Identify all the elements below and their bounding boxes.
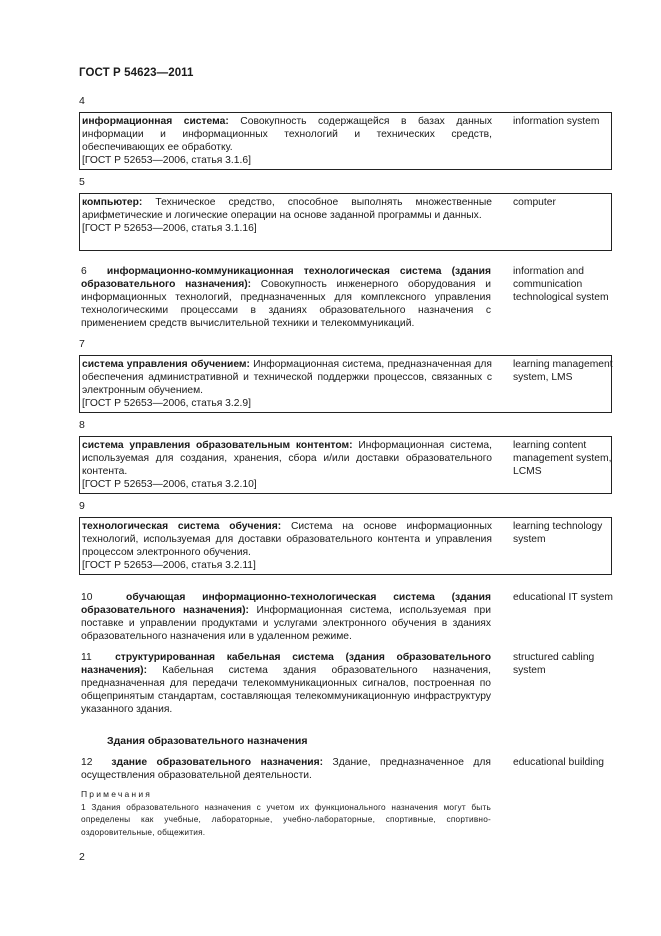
source-reference: [ГОСТ Р 52653—2006, статья 3.2.10] [82, 479, 257, 491]
english-term: educational building [513, 757, 605, 768]
definition-text: Информационная система, предназначенная для обеспечения административной и технической поддержки процессов, связанных с электронным обучением. [82, 359, 493, 397]
definition-text: Совокупность инженерного оборудования и информационных технологий, предназначенных для комплексного управления технологическими процессами в зданиях образовательного назначения с применением средств вычислительной техники и телекоммуникаций. [81, 279, 491, 330]
definition-text: Здание, предназначенное для осуществления образовательной деятельности. [81, 757, 491, 782]
entry-number: 9 [79, 500, 85, 512]
source-reference: [ГОСТ Р 52653—2006, статья 3.1.6] [82, 155, 251, 167]
source-reference: [ГОСТ Р 52653—2006, статья 3.2.9] [82, 398, 251, 410]
source-reference: [ГОСТ Р 52653—2006, статья 3.1.16] [82, 223, 257, 235]
definition-text: Система на основе информационных технологий, используемая для доставки образовательного контента и управления процессом электронного обучения. [82, 521, 492, 559]
term-definition [81, 651, 491, 716]
term-definition [81, 591, 491, 643]
definition-text: Совокупность содержащейся в базах данных информации и информационных технологий и технических средств, обеспечивающих ее обработку. [82, 116, 492, 154]
notes-heading: Примечания [81, 789, 153, 799]
entry-number: 8 [79, 419, 85, 431]
definition-text: Техническое средство, способное выполнять множественные арифметические и логические операции на основе заданной программы и данных. [82, 197, 492, 222]
term-box [79, 436, 612, 494]
entry-number: 5 [79, 176, 85, 188]
note-text: 1 Здания образовательного назначения с учетом их функционального назначения могут быть определены как учебные, лабораторные, учебно-лабораторные, спортивные, спортивно-оздоровительные, общежития. [81, 802, 491, 837]
term-definition [82, 358, 492, 410]
definition-text: Информационная система, используемая при поставке и управлении продуктами и услугами электронного обучения в зданиях образовательного назначения или в удаленном режиме. [81, 605, 491, 643]
english-term: information system [513, 116, 600, 127]
english-term: learning technology system [513, 521, 603, 546]
term-definition [81, 756, 491, 782]
term-name: структурированная кабельная система (здания образовательного назначения): [81, 652, 491, 677]
english-term: information and communication technological system [513, 266, 609, 304]
entry-number: 7 [79, 338, 85, 350]
entry-number: 11 [81, 652, 92, 663]
term-box [79, 517, 612, 575]
english-term: structured cabling system [513, 652, 595, 677]
term-definition [82, 439, 492, 491]
source-reference: [ГОСТ Р 52653—2006, статья 3.2.11] [82, 560, 256, 572]
term-definition [82, 520, 492, 572]
term-name: информационно-коммуникационная технологическая система (здания образовательного назначения): [81, 266, 491, 291]
definition-text: Информационная система, используемая для создания, хранения, сбора и/или доставки образовательного контента. [82, 440, 492, 478]
entry-number: 6 [81, 266, 87, 277]
entry-number: 12 [81, 757, 93, 768]
term-name: информационная система: [82, 116, 229, 127]
english-term: educational IT system [513, 592, 613, 603]
definition-text: Кабельная система здания образовательного назначения, предназначенная для передачи телекоммуникационных сигналов, построенная по общепринятым стандартам, составляющая телекоммуникационную инфраструктуру указанного здания. [81, 665, 491, 716]
term-name: технологическая система обучения: [82, 521, 282, 532]
term-definition [81, 265, 491, 330]
english-term: learning management system, LMS [513, 359, 613, 384]
term-name: система управления образовательным контентом: [82, 440, 353, 451]
term-definition [82, 115, 492, 167]
term-definition [82, 196, 492, 235]
term-box [79, 355, 612, 413]
english-term: learning content management system, LCMS [513, 440, 612, 478]
document-header: ГОСТ Р 54623—2011 [79, 67, 194, 79]
english-term: computer [513, 197, 556, 208]
term-name: здание образовательного назначения: [111, 757, 324, 768]
term-box [79, 193, 612, 251]
term-name: система управления обучением: [82, 359, 250, 370]
section-title: Здания образовательного назначения [107, 735, 308, 747]
entry-number: 10 [81, 592, 93, 603]
term-name: компьютер: [82, 197, 143, 208]
entry-number: 4 [79, 95, 85, 107]
term-name: обучающая информационно-технологическая система (здания образовательного назначения): [81, 592, 491, 617]
page-number: 2 [79, 851, 85, 863]
term-box [79, 112, 612, 170]
